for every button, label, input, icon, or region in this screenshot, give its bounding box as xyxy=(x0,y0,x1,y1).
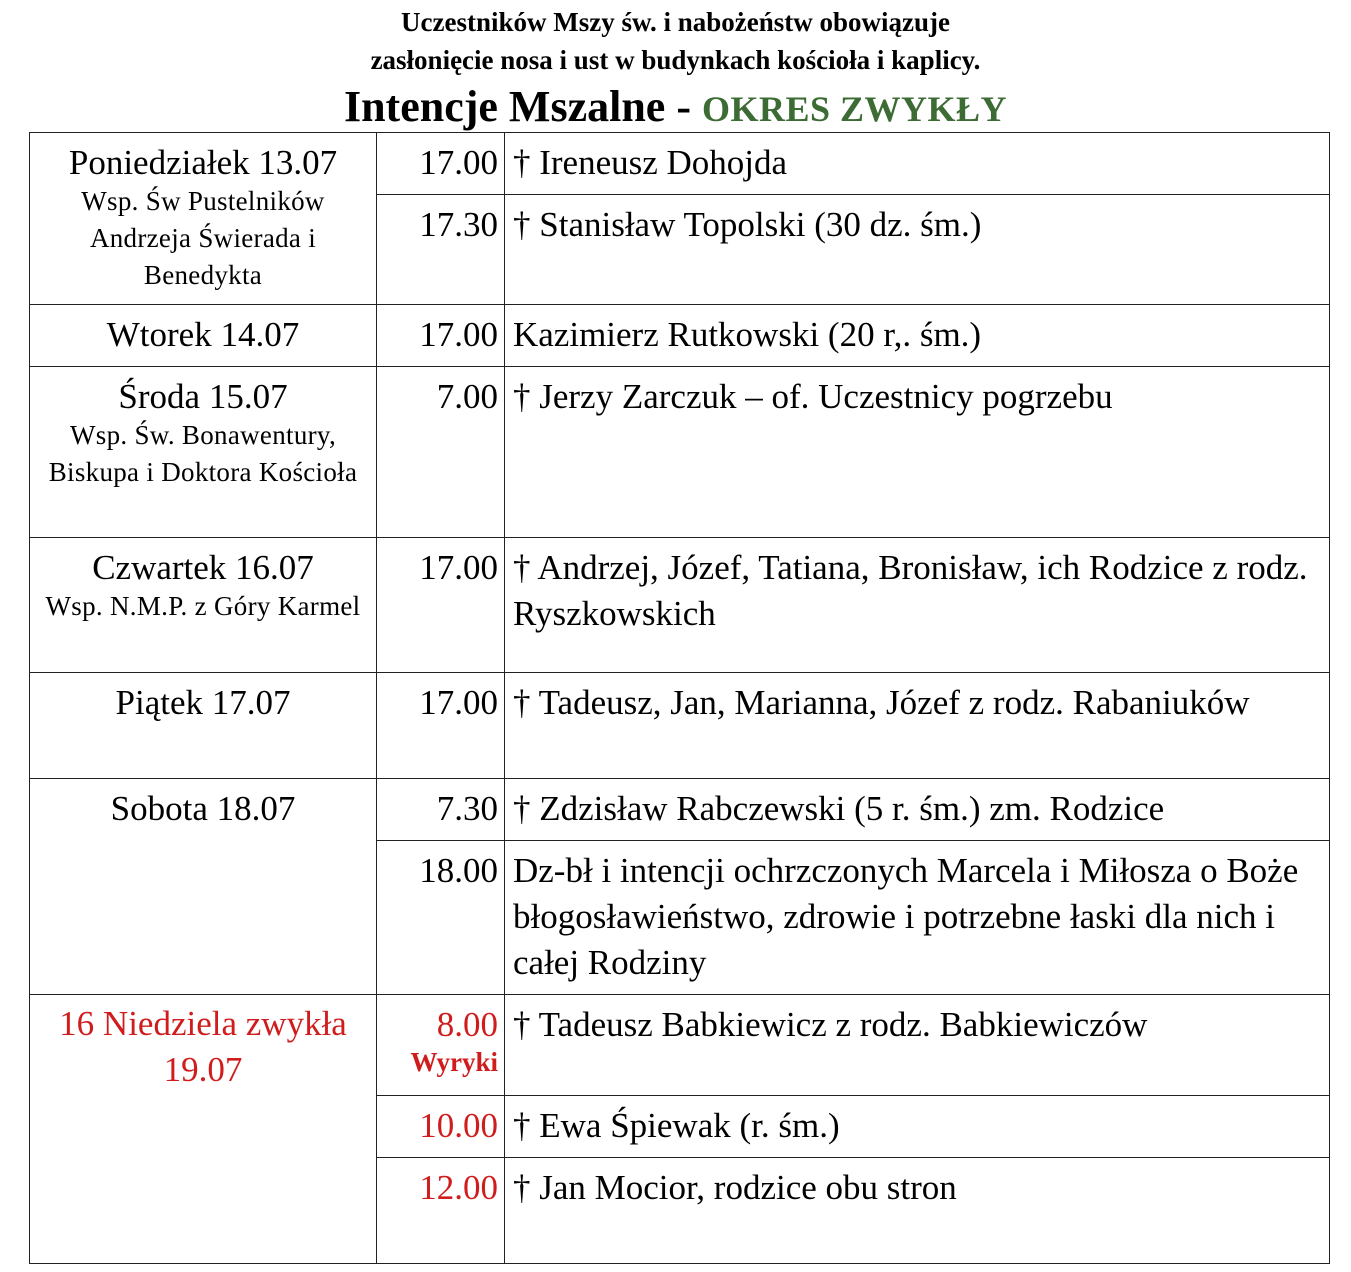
mass-time: 17.00 xyxy=(419,315,498,354)
mass-intention: † Ireneusz Dohojda xyxy=(513,143,788,182)
mass-intention: † Jan Mocior, rodzice obu stron xyxy=(513,1168,957,1207)
mass-intention: † Tadeusz Babkiewicz z rodz. Babkiewiczów xyxy=(513,1005,1148,1044)
time-cell xyxy=(377,1158,505,1264)
mass-intention: † Ewa Śpiewak (r. śm.) xyxy=(513,1106,840,1145)
time-cell xyxy=(377,673,505,779)
page-title xyxy=(0,82,1351,134)
day-name: Sobota 18.07 xyxy=(110,789,296,828)
intention-cell xyxy=(505,305,1330,367)
liturgical-season: OKRES ZWYKŁY xyxy=(701,89,1008,129)
sunday-name: 16 Niedziela zwykła 19.07 xyxy=(59,1004,347,1089)
day-name: Czwartek 16.07 xyxy=(92,548,314,587)
day-cell xyxy=(30,133,377,305)
mass-place: Wyryki xyxy=(410,1047,498,1077)
day-name: Środa 15.07 xyxy=(118,377,288,416)
mass-intentions-table xyxy=(29,132,1330,1264)
day-name: Poniedziałek 13.07 xyxy=(68,143,338,182)
mass-intention: † Zdzisław Rabczewski (5 r. śm.) zm. Rodzice xyxy=(513,789,1165,828)
table-row xyxy=(30,673,1330,779)
mass-intention: † Tadeusz, Jan, Marianna, Józef z rodz. Rabaniuków xyxy=(513,683,1250,722)
intention-cell xyxy=(505,1158,1330,1264)
time-cell xyxy=(377,195,505,305)
intention-cell xyxy=(505,195,1330,305)
time-cell xyxy=(377,995,505,1096)
intention-cell xyxy=(505,995,1330,1096)
intention-cell xyxy=(505,841,1330,995)
intention-cell xyxy=(505,673,1330,779)
day-name: Piątek 17.07 xyxy=(115,683,291,722)
mass-time: 7.30 xyxy=(436,789,498,828)
mass-time: 17.00 xyxy=(419,683,498,722)
intention-cell xyxy=(505,538,1330,673)
mass-intention: † Jerzy Zarczuk – of. Uczestnicy pogrzebu xyxy=(513,377,1113,416)
title-text: Intencje Mszalne - xyxy=(343,82,702,131)
time-cell xyxy=(377,779,505,841)
time-cell xyxy=(377,305,505,367)
mass-time: 17.30 xyxy=(419,205,498,244)
notice-line-1: Uczestników Mszy św. i nabożeństw obowiązuje xyxy=(401,7,950,37)
day-cell xyxy=(30,538,377,673)
mass-intention: † Andrzej, Józef, Tatiana, Bronisław, ich Rodzice z rodz. Ryszkowskich xyxy=(513,548,1308,633)
notice-line-2: zasłonięcie nosa i ust w budynkach kościoła i kaplicy. xyxy=(370,45,981,75)
mass-time: 17.00 xyxy=(419,143,498,182)
time-cell xyxy=(377,538,505,673)
time-cell xyxy=(377,1096,505,1158)
time-cell xyxy=(377,841,505,995)
day-memorial: Wsp. Św. Bonawentury, Biskupa i Doktora Kościoła xyxy=(48,420,358,487)
mass-time: 10.00 xyxy=(419,1106,498,1145)
intention-cell xyxy=(505,367,1330,538)
day-cell xyxy=(30,673,377,779)
table-row xyxy=(30,133,1330,195)
day-memorial: Wsp. N.M.P. z Góry Karmel xyxy=(45,591,361,621)
day-cell xyxy=(30,305,377,367)
mass-intention: † Stanisław Topolski (30 dz. śm.) xyxy=(513,205,982,244)
mass-time: 18.00 xyxy=(419,851,498,890)
mass-time: 7.00 xyxy=(436,377,498,416)
mass-intention: Dz-bł i intencji ochrzczonych Marcela i Miłosza o Boże błogosławieństwo, zdrowie i potrzebne łaski dla nich i całej Rodziny xyxy=(513,851,1299,982)
mass-time: 17.00 xyxy=(419,548,498,587)
intention-cell xyxy=(505,1096,1330,1158)
intention-cell xyxy=(505,133,1330,195)
intention-cell xyxy=(505,779,1330,841)
time-cell xyxy=(377,367,505,538)
mass-intention: Kazimierz Rutkowski (20 r,. śm.) xyxy=(513,315,982,354)
day-cell xyxy=(30,367,377,538)
table-row xyxy=(30,367,1330,538)
mass-time: 8.00 xyxy=(436,1005,498,1044)
mass-time: 12.00 xyxy=(419,1168,498,1207)
table-row xyxy=(30,538,1330,673)
day-name: Wtorek 14.07 xyxy=(106,315,300,354)
table-row xyxy=(30,779,1330,841)
time-cell xyxy=(377,133,505,195)
day-cell xyxy=(30,779,377,995)
day-cell xyxy=(30,995,377,1264)
table-row xyxy=(30,995,1330,1096)
day-memorial: Wsp. Św Pustelników Andrzeja Świerada i Benedykta xyxy=(81,186,325,290)
table-row xyxy=(30,305,1330,367)
